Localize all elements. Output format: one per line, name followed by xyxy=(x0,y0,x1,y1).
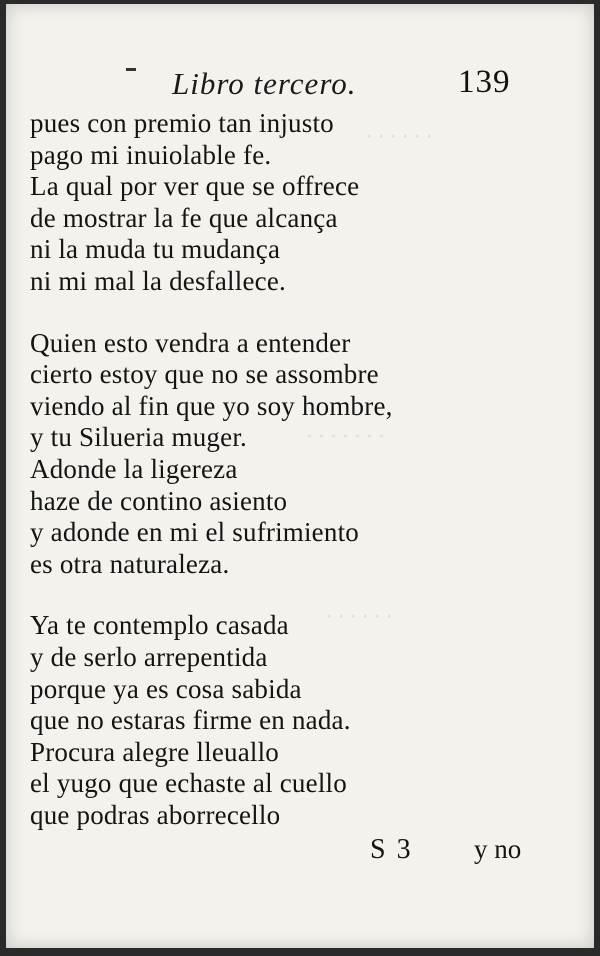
verse-line: cierto estoy que no se assombre xyxy=(30,359,379,390)
verse-line: que no estaras firme en nada. xyxy=(30,705,351,736)
page-number: 139 xyxy=(458,64,511,100)
verse-line: y de serlo arrepentida xyxy=(30,641,268,672)
catchword: y no xyxy=(474,834,522,864)
verse-line: y adonde en mi el sufrimiento xyxy=(30,517,359,548)
book-page xyxy=(6,4,594,948)
stanza-2 xyxy=(30,328,550,581)
verse-line: La qual por ver que se offrece xyxy=(30,171,360,202)
header-mark xyxy=(126,68,136,71)
verse-line: Procura alegre lleuallo xyxy=(30,736,279,767)
verse-line: haze de contino asiento xyxy=(30,485,288,516)
verse-line: Adonde la ligereza xyxy=(30,453,238,484)
show-through-ink: · · · · · · xyxy=(326,604,392,630)
verse-line: Quien esto vendra a entender xyxy=(30,327,351,358)
stanza-1 xyxy=(30,108,550,298)
verse-line: es otra naturaleza. xyxy=(30,548,230,579)
verse-line: pago mi inuiolable fe. xyxy=(30,139,272,170)
verse-line: pues con premio tan injusto xyxy=(30,108,334,138)
stanza-3 xyxy=(30,610,550,831)
verse-line: el yugo que echaste al cuello xyxy=(30,768,347,799)
poem-text xyxy=(30,108,550,831)
verse-line: porque ya es cosa sabida xyxy=(30,673,302,704)
signature-mark: S 3 xyxy=(370,834,413,865)
show-through-ink: · · · · · · · xyxy=(306,424,384,450)
verse-line: y tu Silueria muger. xyxy=(30,422,247,453)
verse-line: que podras aborrecello xyxy=(30,799,281,830)
show-through-ink: · · · · · · xyxy=(366,124,432,150)
verse-line: Ya te contemplo casada xyxy=(30,610,289,641)
verse-line: de mostrar la fe que alcança xyxy=(30,202,338,233)
running-title: Libro tercero. xyxy=(172,66,357,101)
page-header xyxy=(6,66,594,106)
verse-line: ni la muda tu mudança xyxy=(30,234,281,265)
verse-line: viendo al fin que yo soy hombre, xyxy=(30,390,393,421)
page-footer xyxy=(6,834,594,874)
verse-line: ni mi mal la desfallece. xyxy=(30,265,286,296)
